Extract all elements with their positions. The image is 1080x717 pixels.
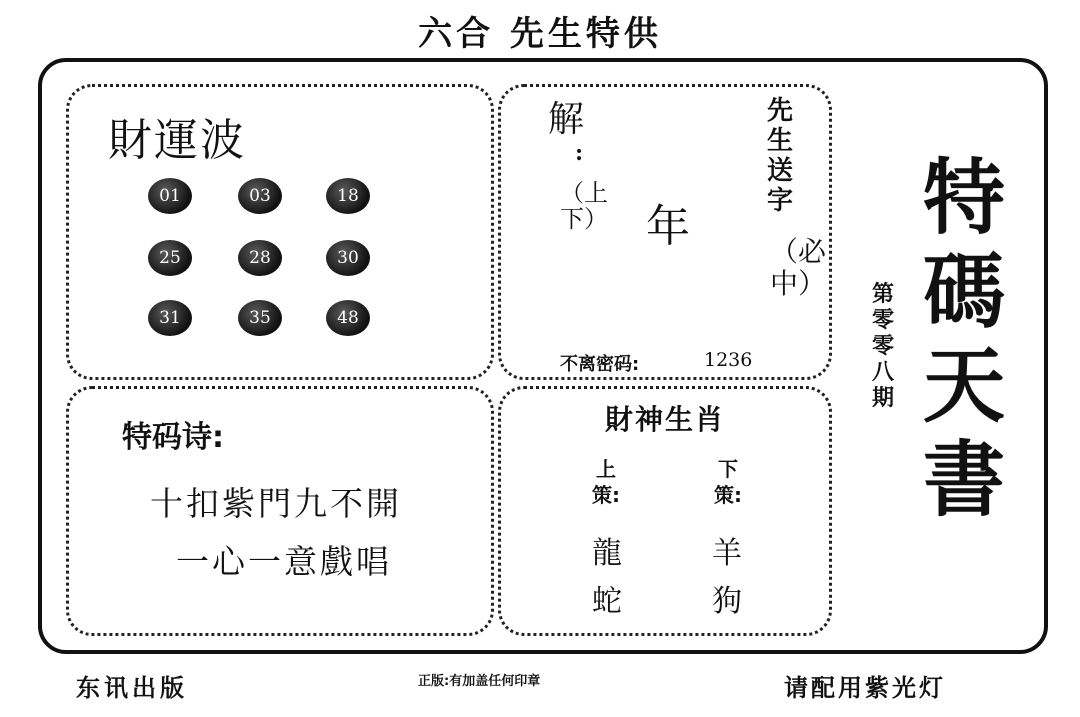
number-ball: 31	[148, 300, 192, 336]
sent-word-label: 先生送字	[766, 96, 793, 216]
issue-number: 第零零八期	[871, 282, 894, 411]
code-label: 不离密码:	[560, 354, 640, 375]
animal: 狗	[712, 584, 742, 619]
number-ball: 30	[326, 240, 370, 276]
upper-animals	[582, 530, 632, 626]
uv-light-note: 请配用紫光灯	[784, 674, 946, 702]
code-value: 1236	[704, 349, 753, 371]
authenticity-note: 正版:有加盖任何印章	[418, 674, 541, 689]
upper-strategy-label: 上策:	[592, 457, 620, 507]
animal: 羊	[712, 536, 742, 571]
riddle-colon: :	[575, 140, 584, 166]
page-title: 六合 先生特供	[418, 14, 662, 54]
number-ball: 03	[238, 178, 282, 214]
lower-strategy-label: 下策:	[714, 457, 742, 507]
animal: 龍	[592, 536, 622, 571]
poem-title: 特码诗:	[122, 420, 224, 455]
main-heading: 特碼天書	[922, 151, 1005, 528]
number-ball: 25	[148, 240, 192, 276]
number-ball: 35	[238, 300, 282, 336]
guarantee-label: （必中）	[770, 235, 827, 300]
riddle-label: 解	[548, 99, 585, 140]
publisher: 东讯出版	[76, 674, 188, 702]
number-ball: 01	[148, 178, 192, 214]
number-ball: 28	[238, 240, 282, 276]
zodiac-title: 財神生肖	[604, 403, 725, 436]
number-ball: 18	[326, 178, 370, 214]
poem-line-2: 一心一意戲唱	[176, 542, 392, 581]
poem-line-1: 十扣紫門九不開	[150, 484, 402, 523]
lower-animals	[702, 530, 752, 626]
animal: 蛇	[592, 584, 622, 619]
number-ball: 48	[326, 300, 370, 336]
wealth-wave-title: 財運波	[108, 115, 246, 166]
answer-word: 年	[646, 201, 690, 252]
updown-note: （上下）	[560, 179, 608, 233]
